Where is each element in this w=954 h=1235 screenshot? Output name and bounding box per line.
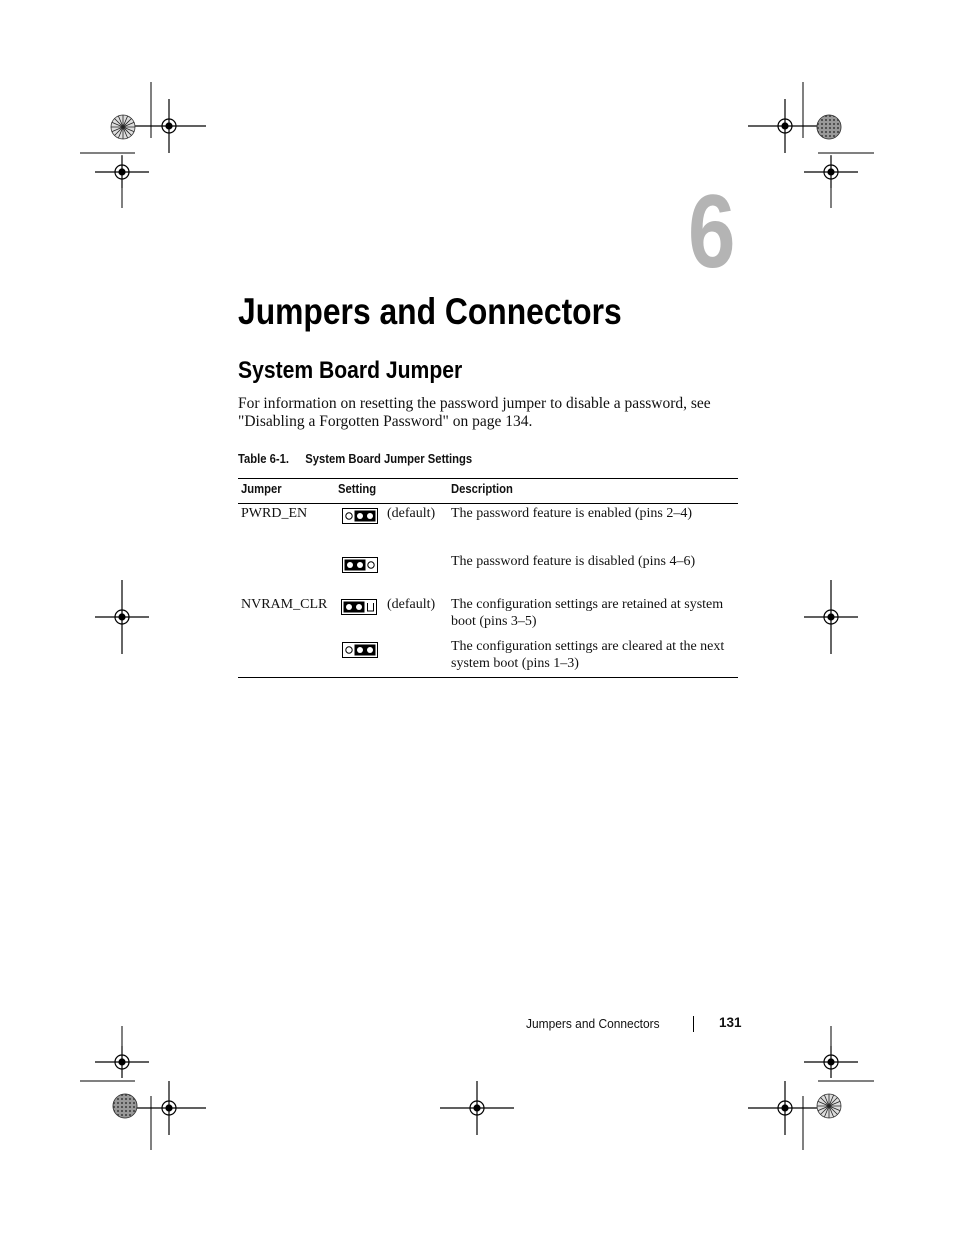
table-header-rule [238, 503, 738, 504]
setting-description: The password feature is disabled (pins 4–6) [451, 554, 696, 569]
footer-section-name: Jumpers and Connectors [526, 1016, 660, 1031]
setting-default-label: (default) [387, 597, 436, 612]
setting-description: The configuration settings are cleared at the next system boot (pins 1–3) [451, 639, 725, 671]
column-header-jumper: Jumper [241, 482, 282, 496]
column-header-setting: Setting [338, 482, 377, 496]
table-bottom-rule [238, 677, 738, 678]
page-number: 131 [719, 1015, 742, 1030]
setting-description: The configuration settings are retained at system boot (pins 3–5) [451, 597, 724, 629]
table-caption [238, 451, 472, 467]
jumper-pins-left-shunt-icon [342, 557, 378, 573]
chapter-title: Jumpers and Connectors [238, 291, 622, 332]
setting-default-label: (default) [387, 506, 436, 521]
table-top-rule [238, 478, 738, 479]
setting-description: The password feature is enabled (pins 2–4) [451, 506, 693, 521]
jumper-name: PWRD_EN [241, 506, 308, 521]
jumper-pins-right-shunt-icon [342, 508, 378, 524]
jumper-pins-right-shunt-icon [342, 642, 378, 658]
table-caption-label: Table 6-1. [238, 452, 290, 466]
section-intro: For information on resetting the password jumper to disable a password, see "Disabling a Forgotten Password" on page 134. [238, 395, 711, 430]
table-caption-title: System Board Jumper Settings [305, 452, 473, 466]
chapter-number: 6 [688, 174, 736, 290]
jumper-name: NVRAM_CLR [241, 597, 328, 612]
jumper-pins-left-shunt-open-end-icon [341, 599, 377, 615]
footer-separator [693, 1016, 694, 1032]
section-title: System Board Jumper [238, 357, 463, 384]
column-header-description: Description [451, 482, 513, 496]
